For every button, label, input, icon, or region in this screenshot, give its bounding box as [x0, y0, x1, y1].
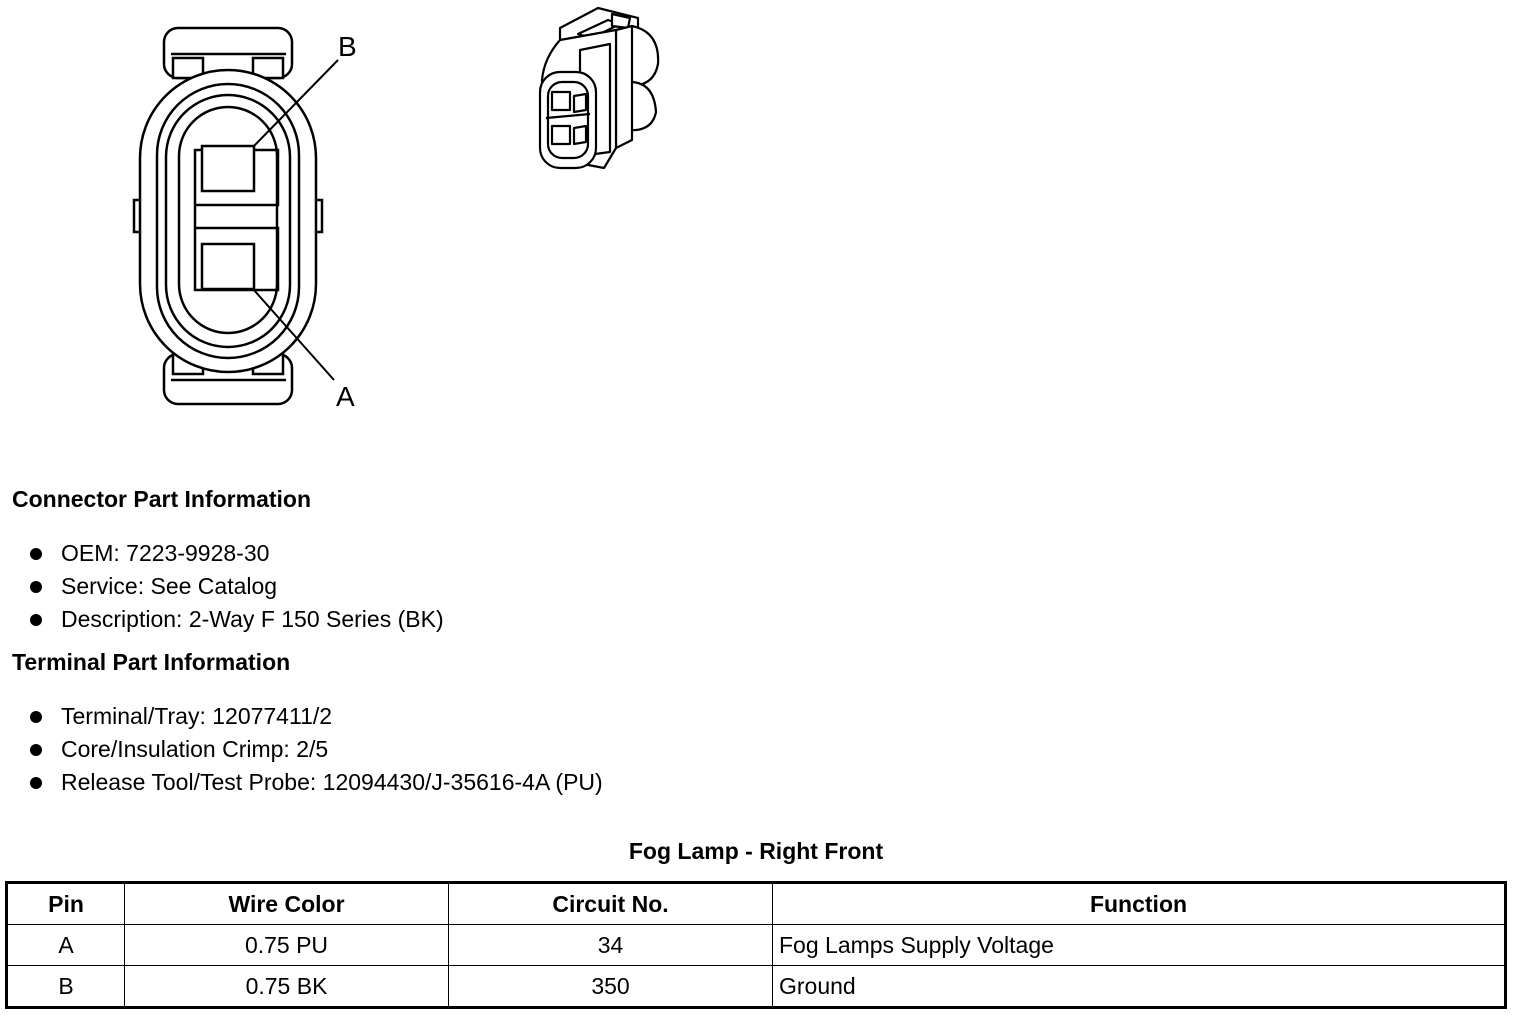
pin-label-b: B — [338, 31, 357, 62]
list-item-text: Service: See Catalog — [61, 573, 278, 599]
table-header-row — [7, 883, 1506, 925]
cell-circuit-no: 350 — [449, 966, 773, 1008]
list-item — [26, 570, 444, 603]
cell-circuit-no: 34 — [449, 925, 773, 966]
pin-table — [5, 881, 1507, 1009]
list-item — [26, 537, 444, 570]
bullet-icon — [30, 711, 42, 723]
bullet-icon — [30, 777, 42, 789]
bullet-icon — [30, 614, 42, 626]
header-wire-color: Wire Color — [125, 883, 449, 925]
cell-wire-color: 0.75 BK — [125, 966, 449, 1008]
terminal-info-heading: Terminal Part Information — [12, 649, 291, 675]
cell-function: Fog Lamps Supply Voltage — [773, 925, 1506, 966]
bullet-icon — [30, 548, 42, 560]
bullet-icon — [30, 581, 42, 593]
pin-label-a: A — [336, 381, 355, 412]
bullet-icon — [30, 744, 42, 756]
connector-info-heading: Connector Part Information — [12, 486, 312, 512]
cell-function: Ground — [773, 966, 1506, 1008]
header-pin: Pin — [7, 883, 125, 925]
terminal-info-list — [26, 700, 603, 799]
header-circuit-no: Circuit No. — [449, 883, 773, 925]
table-row — [7, 966, 1506, 1008]
list-item — [26, 700, 603, 733]
list-item-text: Core/Insulation Crimp: 2/5 — [61, 736, 329, 762]
list-item-text: Release Tool/Test Probe: 12094430/J-35616-4A (PU) — [61, 769, 603, 795]
list-item-text: Description: 2-Way F 150 Series (BK) — [61, 606, 444, 632]
list-item — [26, 733, 603, 766]
cell-pin: B — [7, 966, 125, 1008]
table-row — [7, 925, 1506, 966]
list-item — [26, 766, 603, 799]
list-item — [26, 603, 444, 636]
connector-isometric-view — [520, 0, 680, 180]
cell-pin: A — [7, 925, 125, 966]
table-title: Fog Lamp - Right Front — [628, 838, 884, 864]
list-item-text: OEM: 7223-9928-30 — [61, 540, 270, 566]
cell-wire-color: 0.75 PU — [125, 925, 449, 966]
connector-face-view — [0, 0, 420, 430]
connector-info-list — [26, 537, 444, 636]
header-function: Function — [773, 883, 1506, 925]
list-item-text: Terminal/Tray: 12077411/2 — [61, 703, 333, 729]
